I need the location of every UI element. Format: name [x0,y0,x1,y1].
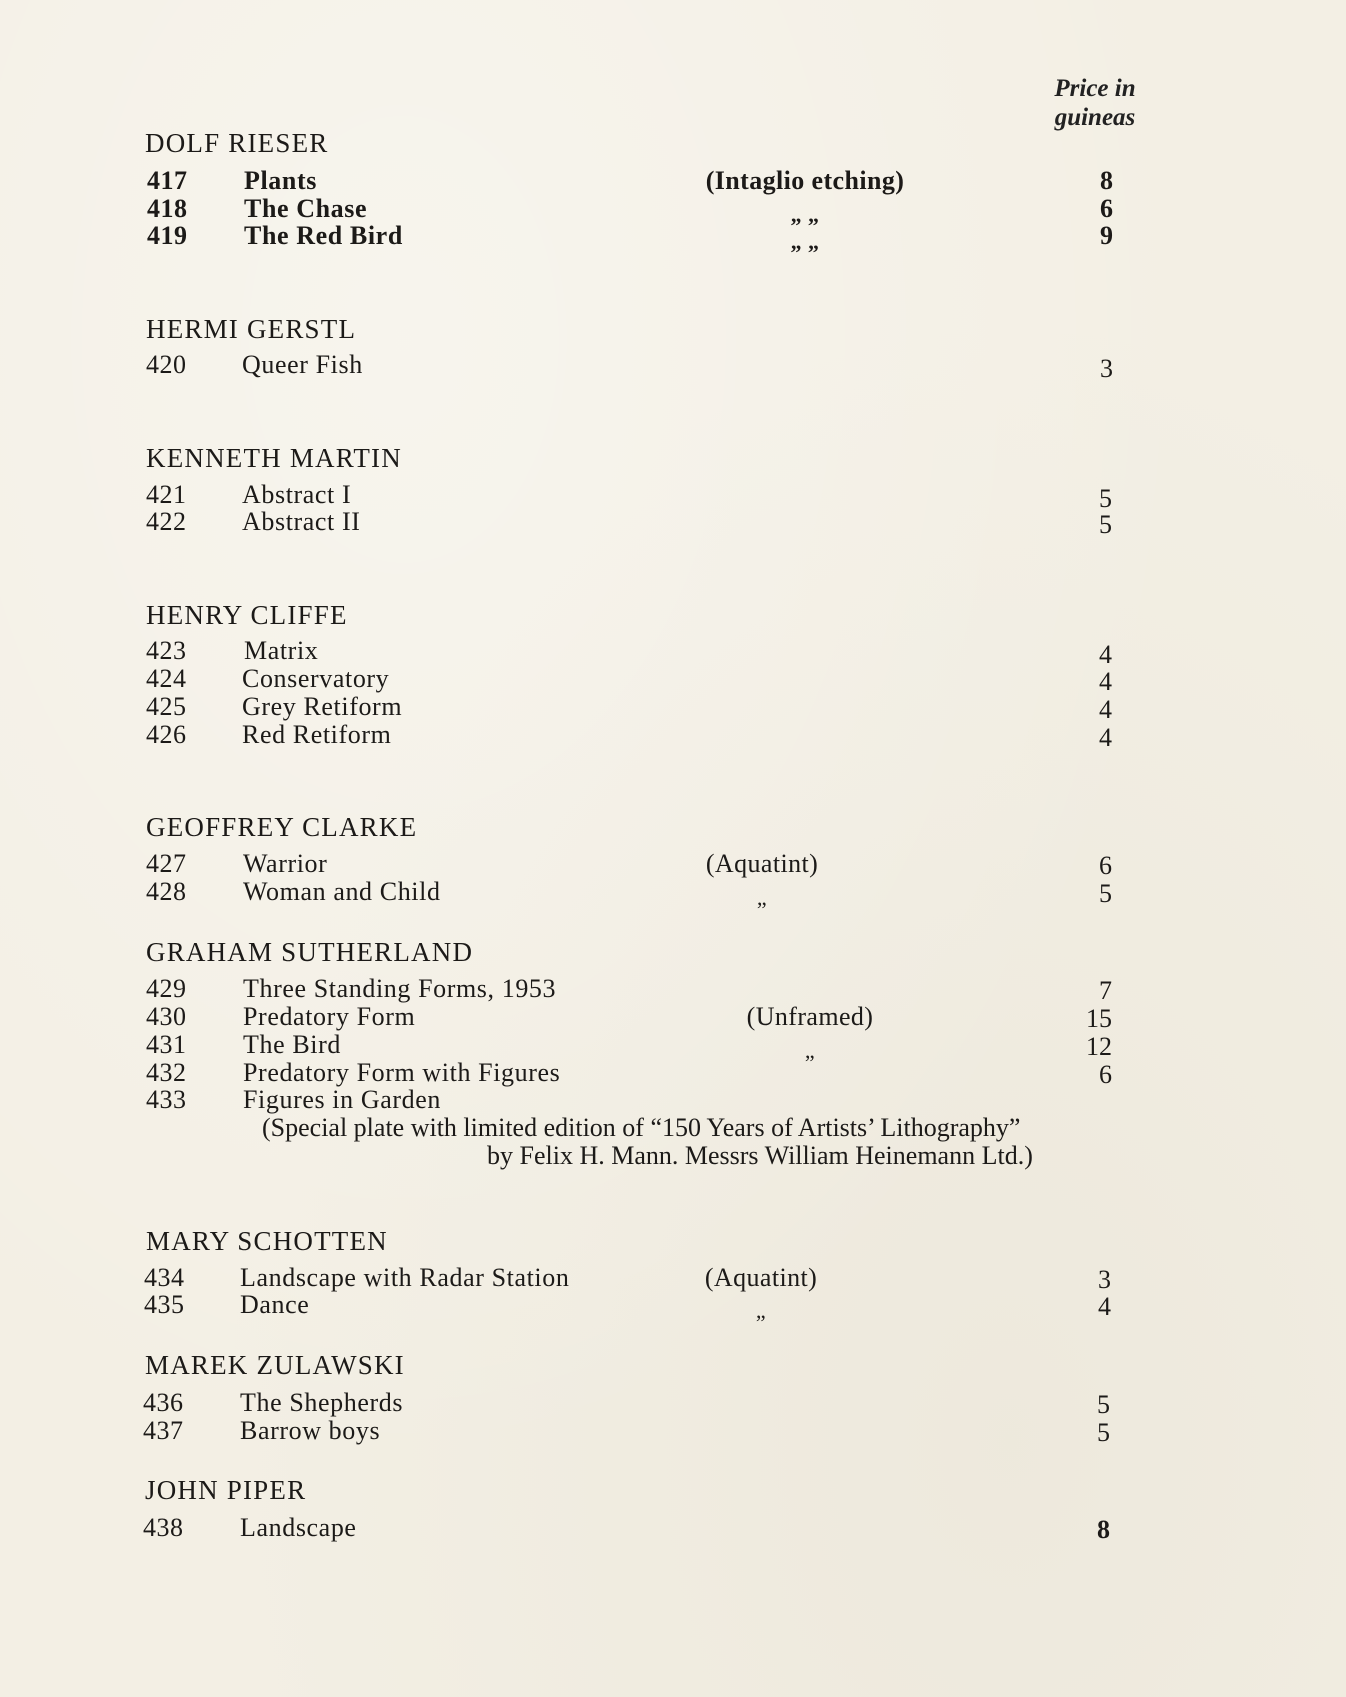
entry-title: The Red Bird [244,221,403,250]
entry-price: 15 [1086,1004,1112,1033]
artist-heading: DOLF RIESER [145,128,329,158]
entry-number: 438 [143,1513,184,1542]
entry-number: 429 [146,974,187,1003]
catalogue-entry [0,1030,1346,1063]
catalogue-entry [0,877,1346,910]
entry-title: Predatory Form with Figures [243,1058,561,1087]
catalogue-entry [0,850,1346,878]
entry-price: 4 [1099,640,1112,669]
entry-medium-ditto: „ [756,885,768,910]
entry-price: 6 [1099,851,1112,880]
entry-title: Woman and Child [243,877,441,906]
entry-medium: (Aquatint) [705,849,819,878]
entry-number: 417 [147,166,188,195]
entry-title: Predatory Form [243,1002,416,1031]
entry-price: 4 [1098,1292,1111,1321]
entry-number: 432 [146,1058,187,1087]
entry-medium-ditto: „ [755,1298,767,1323]
catalogue-entry [0,480,1346,513]
entry-price: 4 [1099,667,1112,696]
entry-price: 5 [1099,879,1112,908]
catalogue-entry [0,1417,1346,1445]
entry-title: Landscape [240,1513,357,1542]
entry-medium-ditto: „ „ [790,202,820,227]
entry-price: 3 [1098,1265,1111,1294]
entry-medium: (Unframed) [746,1002,874,1031]
entry-number: 436 [143,1388,184,1417]
catalogue-entry [0,221,1346,254]
artist-heading: KENNETH MARTIN [146,443,402,473]
entry-medium-ditto: „ „ [790,229,820,254]
entry-price: 6 [1100,194,1113,223]
catalogue-entry [0,1003,1346,1031]
catalogue-entry [0,975,1346,1003]
entry-price: 8 [1097,1515,1110,1544]
artist-heading: GRAHAM SUTHERLAND [146,937,474,967]
catalogue-entry [0,507,1346,539]
entry-price: 5 [1099,510,1112,539]
entry-number: 426 [146,720,187,749]
entry-number: 430 [146,1002,187,1031]
catalogue-entry [0,1086,1346,1114]
catalogue-entry [0,1264,1346,1292]
artist-heading: MAREK ZULAWSKI [145,1350,405,1380]
entry-number: 422 [146,507,187,536]
entry-price: 4 [1099,695,1112,724]
entry-price: 12 [1086,1032,1112,1061]
entry-price: 6 [1099,1060,1112,1089]
entry-title: Abstract I [242,480,352,509]
entry-title: Dance [240,1290,310,1319]
entry-price: 3 [1100,354,1113,383]
entry-title: Conservatory [242,664,390,693]
entry-title: The Shepherds [240,1388,404,1417]
entry-number: 421 [146,480,187,509]
entry-note-line1: (Special plate with limited edition of “150 Years of Artists’ Lithography” [262,1113,1021,1142]
catalogue-entry [0,1389,1346,1417]
entry-medium: (Aquatint) [704,1263,818,1292]
artist-heading: JOHN PIPER [145,1475,307,1505]
entry-title: Red Retiform [242,720,392,749]
catalogue-entry [0,194,1346,227]
entry-price: 4 [1099,723,1112,752]
catalogue-entry [0,692,1346,724]
entry-price: 5 [1097,1390,1110,1419]
catalogue-entry [0,1290,1346,1323]
entry-title: The Bird [243,1030,341,1059]
entry-title: The Chase [244,194,368,223]
entry-price: 8 [1100,166,1113,195]
entry-note-line2: by Felix H. Mann. Messrs William Heinemann Ltd.) [487,1141,1033,1170]
entry-number: 437 [143,1416,184,1445]
entry-title: Three Standing Forms, 1953 [243,974,557,1003]
entry-price: 5 [1097,1418,1110,1447]
price-column-header [1020,74,1170,132]
entry-title: Barrow boys [240,1416,381,1445]
artist-heading: MARY SCHOTTEN [146,1226,388,1256]
entry-number: 423 [146,636,187,665]
entry-title: Figures in Garden [243,1085,441,1114]
artist-heading: GEOFFREY CLARKE [146,812,418,842]
entry-price: 9 [1100,221,1113,250]
entry-number: 420 [146,350,187,379]
catalogue-entry [0,664,1346,696]
entry-number: 425 [146,692,187,721]
entry-number: 418 [147,194,188,223]
catalogue-entry [0,636,1346,669]
entry-number: 434 [144,1263,185,1292]
entry-number: 428 [146,877,187,906]
catalogue-entry [0,1514,1346,1542]
entry-title: Grey Retiform [242,692,403,721]
entry-price: 5 [1099,484,1112,513]
entry-number: 424 [146,664,187,693]
entry-number: 431 [146,1030,187,1059]
artist-heading: HERMI GERSTL [146,314,357,344]
catalogue-entry [0,720,1346,752]
price-header-line2: guineas [1054,104,1136,131]
entry-title: Warrior [243,849,328,878]
entry-number: 427 [146,849,187,878]
entry-title: Plants [244,166,317,195]
catalogue-entry [0,350,1346,383]
entry-price: 7 [1099,976,1112,1005]
entry-medium-ditto: „ [804,1038,816,1063]
entry-medium: (Intaglio etching) [705,166,905,195]
artist-heading: HENRY CLIFFE [146,600,348,630]
entry-title: Queer Fish [242,350,363,379]
catalogue-entry [0,167,1346,195]
entry-number: 419 [147,221,188,250]
catalogue-entry [0,1059,1346,1087]
entry-title: Matrix [244,636,319,665]
entry-title: Landscape with Radar Station [240,1263,570,1292]
entry-number: 435 [144,1290,185,1319]
price-header-line1: Price in [1054,75,1136,102]
entry-title: Abstract II [242,507,361,536]
entry-number: 433 [146,1085,187,1114]
